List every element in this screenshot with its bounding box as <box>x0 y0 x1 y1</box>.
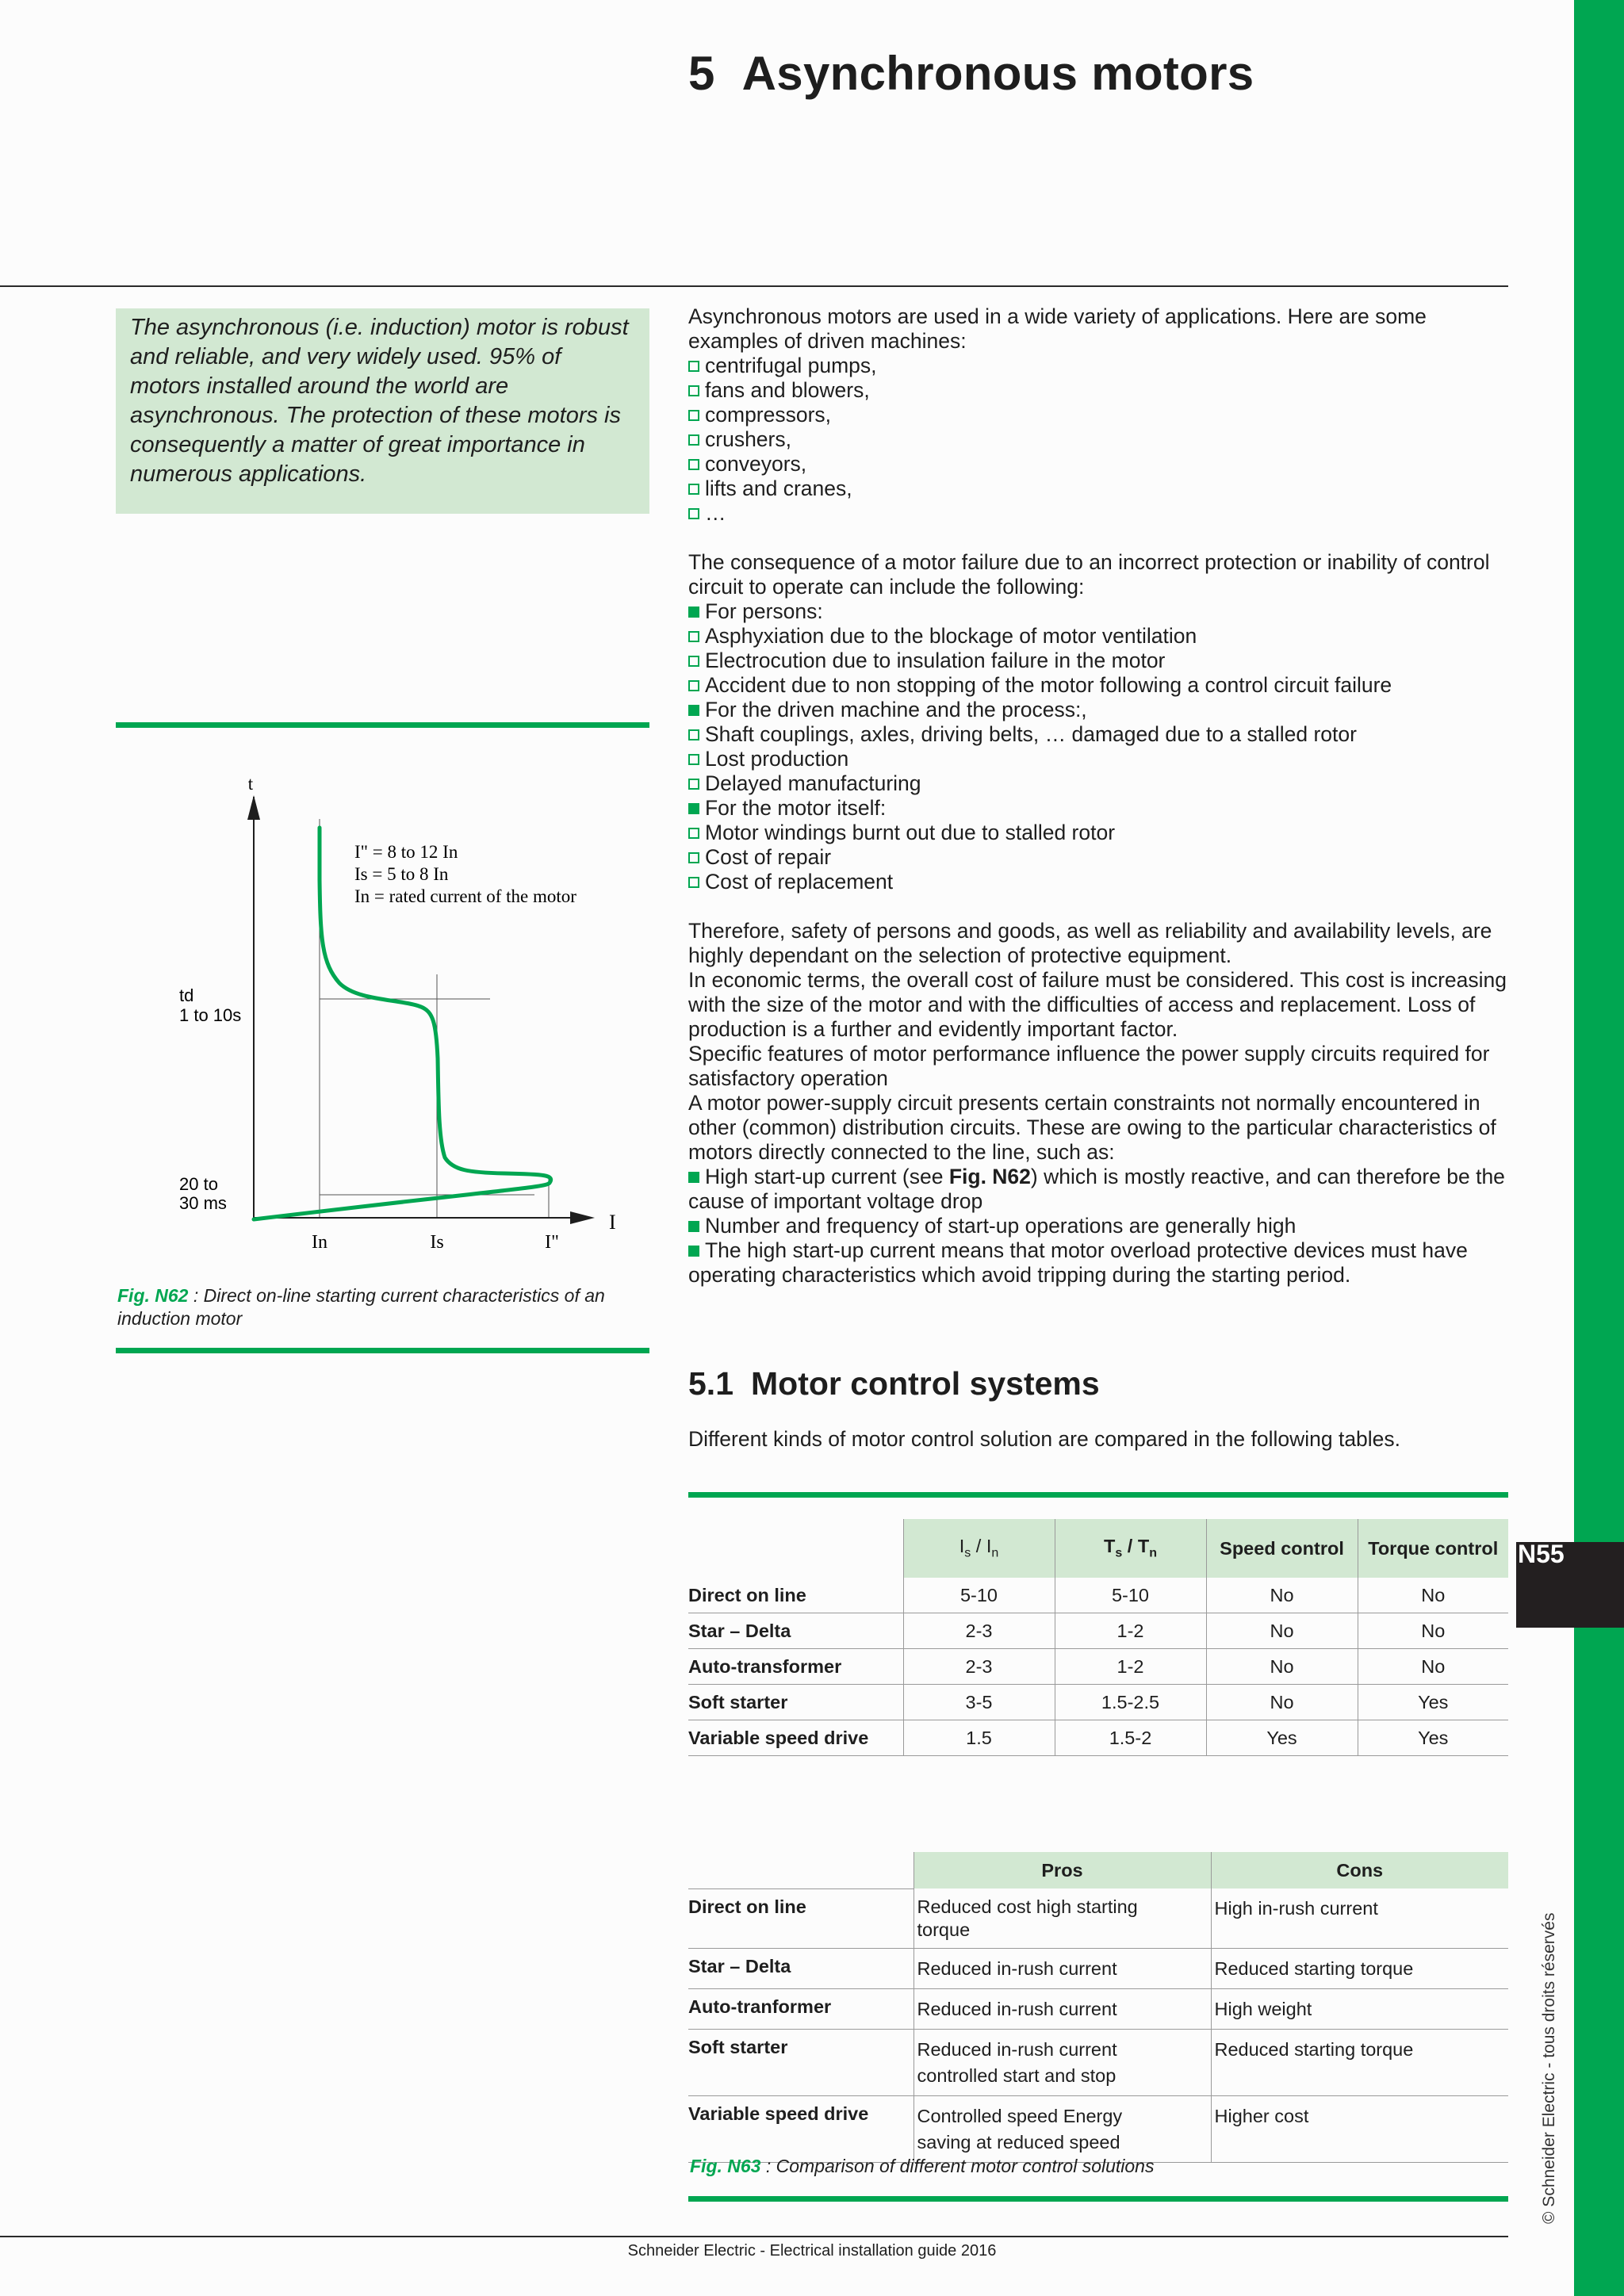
table-cell: 3-5 <box>903 1685 1055 1720</box>
list-item: centrifugal pumps, <box>688 354 1513 378</box>
table-top-rule <box>688 1492 1508 1498</box>
consequences-list <box>688 599 1513 894</box>
table-cell: 2-3 <box>903 1613 1055 1649</box>
bullet-startup-frequency: Number and frequency of start-up operations are generally high <box>688 1214 1513 1238</box>
hollow-square-bullet-icon <box>688 852 699 863</box>
list-item: For the motor itself: <box>688 796 1513 821</box>
list-item: Accident due to non stopping of the motor following a control circuit failure <box>688 673 1513 698</box>
start-time-range-label: 30 ms <box>179 1193 227 1213</box>
row-label: Star – Delta <box>688 1613 903 1649</box>
hollow-square-bullet-icon <box>688 680 699 691</box>
page-tag: N55 <box>1518 1540 1565 1568</box>
row-label: Auto-transformer <box>688 1649 903 1685</box>
header-pros: Pros <box>914 1852 1211 1888</box>
subsection-title <box>688 1365 1100 1402</box>
row-label: Soft starter <box>688 2030 914 2096</box>
pros-cell: Controlled speed Energy saving at reduced speed <box>914 2096 1211 2163</box>
figure-label: Fig. N62 <box>117 1285 189 1306</box>
table-cell: 1-2 <box>1055 1613 1206 1649</box>
table-cell: 5-10 <box>903 1578 1055 1613</box>
list-item: Delayed manufacturing <box>688 771 1513 796</box>
bullet-startup-current: High start-up current (see Fig. N62) which is mostly reactive, and can therefore be the cause of important voltage drop <box>688 1165 1505 1213</box>
table-row <box>688 1613 1508 1649</box>
table-bottom-rule <box>688 2196 1508 2202</box>
hollow-square-bullet-icon <box>688 729 699 740</box>
tick-is: Is <box>430 1232 444 1253</box>
footer-rule <box>0 2236 1508 2237</box>
td-range-label: 1 to 10s <box>179 1005 242 1025</box>
row-label: Soft starter <box>688 1685 903 1720</box>
table-cell: No <box>1358 1613 1508 1649</box>
table-cell: Yes <box>1358 1685 1508 1720</box>
filled-square-bullet-icon <box>688 705 699 716</box>
hollow-square-bullet-icon <box>688 361 699 372</box>
hollow-square-bullet-icon <box>688 877 699 888</box>
hollow-square-bullet-icon <box>688 754 699 765</box>
list-item: Lost production <box>688 747 1513 771</box>
cons-cell: High in-rush current <box>1211 1888 1508 1949</box>
hollow-square-bullet-icon <box>688 828 699 839</box>
pros-cell: Reduced in-rush current <box>914 1949 1211 1989</box>
legend-peak-current: I" = 8 to 12 In <box>354 842 458 862</box>
cons-cell: Reduced starting torque <box>1211 2030 1508 2096</box>
table-row <box>688 1989 1508 2030</box>
filled-square-bullet-icon <box>688 803 699 814</box>
x-axis-arrow-icon <box>570 1211 595 1224</box>
table-cell: Yes <box>1206 1720 1358 1756</box>
table-cell: 5-10 <box>1055 1578 1206 1613</box>
filled-square-bullet-icon <box>688 1246 699 1257</box>
td-label: td <box>179 985 194 1005</box>
table-cell: 2-3 <box>903 1649 1055 1685</box>
list-item: Motor windings burnt out due to stalled rotor <box>688 821 1513 845</box>
table-header-row <box>688 1852 1508 1888</box>
copyright: © Schneider Electric - tous droits réservés <box>1540 1912 1558 2224</box>
list-item: Asphyxiation due to the blockage of motor ventilation <box>688 624 1513 649</box>
table-row <box>688 1578 1508 1613</box>
table-cell: No <box>1206 1578 1358 1613</box>
list-item: crushers, <box>688 427 1513 452</box>
subsection-title-text: Motor control systems <box>751 1365 1100 1402</box>
hollow-square-bullet-icon <box>688 508 699 519</box>
header-rule <box>0 285 1508 287</box>
list-item: Shaft couplings, axles, driving belts, … damaged due to a stalled rotor <box>688 722 1513 747</box>
subsection-intro: Different kinds of motor control solution are compared in the following tables. <box>688 1427 1401 1451</box>
list-item: Cost of repair <box>688 845 1513 870</box>
hollow-square-bullet-icon <box>688 484 699 495</box>
figure-n62-caption: Fig. N62 : Direct on-line starting current characteristics of an induction motor <box>117 1285 605 1329</box>
list-item: Cost of replacement <box>688 870 1513 894</box>
filled-square-bullet-icon <box>688 1221 699 1232</box>
list-item: For persons: <box>688 599 1513 624</box>
table-cell: 1.5-2.5 <box>1055 1685 1206 1720</box>
header-speed-control: Speed control <box>1206 1519 1358 1578</box>
cons-cell: High weight <box>1211 1989 1508 2030</box>
row-label: Variable speed drive <box>688 1720 903 1756</box>
page-title <box>688 46 1254 101</box>
table-cell: Yes <box>1358 1720 1508 1756</box>
table-row <box>688 1949 1508 1989</box>
pros-cell: Reduced in-rush current <box>914 1989 1211 2030</box>
filled-square-bullet-icon <box>688 607 699 618</box>
list-item: conveyors, <box>688 452 1513 476</box>
hollow-square-bullet-icon <box>688 631 699 642</box>
table-row <box>688 1720 1508 1756</box>
row-label: Direct on line <box>688 1888 914 1949</box>
table-row <box>688 2030 1508 2096</box>
side-band <box>1574 0 1624 2296</box>
tick-i-peak: I" <box>545 1232 559 1253</box>
pros-cell: Reduced in-rush current controlled start and stop <box>914 2030 1211 2096</box>
x-axis-label: I <box>609 1211 616 1234</box>
paragraph-safety: Therefore, safety of persons and goods, as well as reliability and availability levels, are highly dependant on the selection of protective equipment. <box>688 919 1492 967</box>
hollow-square-bullet-icon <box>688 656 699 667</box>
list-item: lifts and cranes, <box>688 476 1513 501</box>
filled-square-bullet-icon <box>688 1172 699 1183</box>
intro-box: The asynchronous (i.e. induction) motor is robust and reliable, and very widely used. 95% of motors installed around the world are asynchronous. The protection of these motors is consequently a matter of great importance in numerous applications. <box>116 308 649 514</box>
figure-n63-caption: Fig. N63 : Comparison of different motor control solutions <box>690 2156 1155 2176</box>
tick-in: In <box>312 1232 327 1253</box>
figure-reference-link: Fig. N62 <box>948 1165 1031 1188</box>
table-cell: 1-2 <box>1055 1649 1206 1685</box>
figure-label: Fig. N63 <box>690 2156 761 2176</box>
paragraph-economic: In economic terms, the overall cost of failure must be considered. This cost is increasing with the size of the motor and with the difficulties of access and replacement. Loss of production is a further and evidently important factor. <box>688 968 1507 1041</box>
row-label: Star – Delta <box>688 1949 914 1989</box>
header-torque-control: Torque control <box>1358 1519 1508 1578</box>
pros-cell: Reduced cost high starting torque <box>914 1888 1211 1949</box>
table-row <box>688 1685 1508 1720</box>
figure-bottom-rule <box>116 1348 649 1353</box>
paragraph-consequences: The consequence of a motor failure due to an incorrect protection or inability of control circuit to operate can include the following: <box>688 550 1490 599</box>
table-cell: No <box>1206 1613 1358 1649</box>
list-item: For the driven machine and the process:, <box>688 698 1513 722</box>
paragraph-applications: Asynchronous motors are used in a wide variety of applications. Here are some examples of driven machines: <box>688 304 1427 353</box>
header-start-current-ratio: $I_s / I_n$ <box>903 1519 1055 1578</box>
start-time-label: 20 to <box>179 1174 218 1194</box>
hollow-square-bullet-icon <box>688 385 699 396</box>
table-row <box>688 2096 1508 2163</box>
row-label: Variable speed drive <box>688 2096 914 2163</box>
y-axis-arrow-icon <box>247 795 260 820</box>
figure-n62-chart <box>116 761 649 1269</box>
body-text <box>688 304 1513 1288</box>
table-cell: No <box>1206 1685 1358 1720</box>
list-item: … <box>688 501 1513 526</box>
figure-top-rule <box>116 722 649 728</box>
list-item: fans and blowers, <box>688 378 1513 403</box>
cons-cell: Reduced starting torque <box>1211 1949 1508 1989</box>
header-cons: Cons <box>1211 1852 1508 1888</box>
list-item: compressors, <box>688 403 1513 427</box>
table-cell: No <box>1358 1578 1508 1613</box>
table-cell: No <box>1206 1649 1358 1685</box>
comparison-table-pros-cons <box>688 1852 1508 2163</box>
hollow-square-bullet-icon <box>688 434 699 446</box>
paragraph-features: Specific features of motor performance influence the power supply circuits required for satisfactory operation <box>688 1042 1490 1090</box>
table-cell: No <box>1358 1649 1508 1685</box>
machines-list <box>688 354 1513 526</box>
bullet-overload-protection: The high start-up current means that motor overload protective devices must have operating characteristics which avoid tripping during the starting period. <box>688 1238 1468 1287</box>
subsection-number: 5.1 <box>688 1365 733 1402</box>
paragraph-constraints: A motor power-supply circuit presents certain constraints not normally encountered in other (common) distribution circuits. These are owing to the particular characteristics of motors directly connected to the line, such as: <box>688 1091 1496 1164</box>
hollow-square-bullet-icon <box>688 410 699 421</box>
table-row <box>688 1888 1508 1949</box>
y-axis-label: t <box>247 774 254 794</box>
comparison-table-characteristics <box>688 1519 1508 1756</box>
row-label: Direct on line <box>688 1578 903 1613</box>
section-number: 5 <box>688 47 715 100</box>
section-title-text: Asynchronous motors <box>741 47 1254 100</box>
table-header-row <box>688 1519 1508 1578</box>
row-label: Auto-tranformer <box>688 1989 914 2030</box>
legend-rated-current: In = rated current of the motor <box>354 886 576 906</box>
hollow-square-bullet-icon <box>688 459 699 470</box>
footer: Schneider Electric - Electrical installation guide 2016 <box>627 2242 997 2260</box>
cons-cell: Higher cost <box>1211 2096 1508 2163</box>
table-row <box>688 1649 1508 1685</box>
list-item: Electrocution due to insulation failure in the motor <box>688 649 1513 673</box>
legend-start-current: Is = 5 to 8 In <box>354 864 449 884</box>
hollow-square-bullet-icon <box>688 779 699 790</box>
table-cell: 1.5 <box>903 1720 1055 1756</box>
table-cell: 1.5-2 <box>1055 1720 1206 1756</box>
header-start-torque-ratio: $T_s / T_n$ <box>1055 1519 1206 1578</box>
